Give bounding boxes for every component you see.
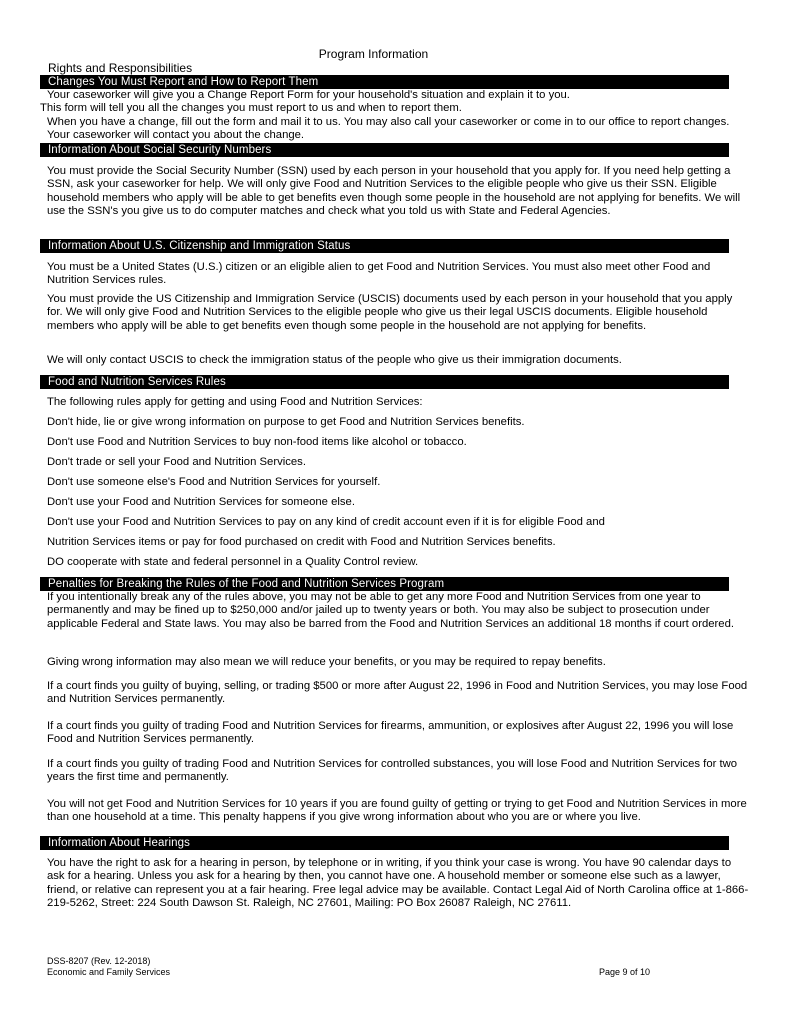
rules-item: Don't use someone else's Food and Nutrition Services for yourself. xyxy=(47,476,381,488)
changes-line-1: Your caseworker will give you a Change Report Form for your household's situation and explain it to you. xyxy=(47,89,570,101)
citizenship-paragraph-2: You must provide the US Citizenship and Immigration Service (USCIS) documents used by each person in your household that you apply for. We will only give Food and Nutrition Services to the eligible people who give us their legal USCIS documents. Eligible household members who apply will be able to get benefits even though some people in the household are not applying for benefits. xyxy=(47,293,733,332)
changes-line-2: This form will tell you all the changes you must report to us and when to report them. xyxy=(40,102,462,114)
rules-item: Don't hide, lie or give wrong information on purpose to get Food and Nutrition Services benefits. xyxy=(47,416,525,428)
section-header-changes: Changes You Must Report and How to Report Them xyxy=(40,75,729,89)
penalties-paragraph: If a court finds you guilty of buying, selling, or trading $500 or more after August 22, 1996 in Food and Nutrition Services, you may lose Food and Nutrition Services permanently. xyxy=(47,680,748,706)
footer-form-number: DSS-8207 (Rev. 12-2018) xyxy=(47,956,151,966)
footer-department: Economic and Family Services xyxy=(47,967,171,977)
rules-item: Don't use Food and Nutrition Services to buy non-food items like alcohol or tobacco. xyxy=(47,436,467,448)
citizenship-paragraph-3: We will only contact USCIS to check the immigration status of the people who give us their immigration documents. xyxy=(47,354,622,366)
citizenship-paragraph-1: You must be a United States (U.S.) citizen or an eligible alien to get Food and Nutrition Services. You must also meet other Food and Nutrition Services rules. xyxy=(47,261,711,287)
penalties-paragraph: Giving wrong information may also mean we will reduce your benefits, or you may be required to repay benefits. xyxy=(47,656,606,668)
section-header-penalties: Penalties for Breaking the Rules of the Food and Nutrition Services Program xyxy=(40,577,729,591)
rules-item: Don't use your Food and Nutrition Services for someone else. xyxy=(47,496,355,508)
penalties-paragraph: If you intentionally break any of the rules above, you may not be able to get any more Food and Nutrition Services from one year to permanently and may be fined up to $250,000 and/or jailed up to twenty years or both. You may also be subject to prosecution under applicable Federal and State laws. You may also be barred from the Food and Nutrition Services an additional 18 months if court ordered. xyxy=(47,591,734,630)
page-title: Program Information xyxy=(318,47,429,61)
hearings-paragraph: You have the right to ask for a hearing in person, by telephone or in writing, if you think your case is wrong. You have 90 calendar days to ask for a hearing. Unless you ask for a hearing by then, you cannot have one. A household member or someone else such as a lawyer, friend, or relative can represent you at a fair hearing. Free legal advice may be available. Contact Legal Aid of North Carolina office at 1-866-219-5262, Street: 224 South Dawson St. Raleigh, NC 27601, Mailing: PO Box 26087 Raleigh, NC 27611. xyxy=(47,857,749,909)
penalties-paragraph: You will not get Food and Nutrition Services for 10 years if you are found guilty of getting or trying to get Food and Nutrition Services in more than one household at a time. This penalty happens if you give wrong information about who you are or where you live. xyxy=(47,798,747,824)
page-subtitle: Rights and Responsibilities xyxy=(48,61,193,75)
penalties-paragraph: If a court finds you guilty of trading Food and Nutrition Services for controlled substances, you will lose Food and Nutrition Services for two years the first time and permanently. xyxy=(47,758,738,784)
section-header-ssn: Information About Social Security Numbers xyxy=(40,143,729,157)
footer-page-number: Page 9 of 10 xyxy=(599,967,651,977)
changes-line-3: When you have a change, fill out the form and mail it to us. You may also call your caseworker or come in to our office to report changes. Your caseworker will contact you about the change. xyxy=(47,116,730,142)
rules-item: Nutrition Services items or pay for food purchased on credit with Food and Nutrition Services benefits. xyxy=(47,536,556,548)
rules-item: Don't trade or sell your Food and Nutrition Services. xyxy=(47,456,306,468)
ssn-paragraph: You must provide the Social Security Number (SSN) used by each person in your household that you apply for. If you need help getting a SSN, ask your caseworker for help. We will only give Food and Nutrition Services to the eligible people who give us their SSN. Eligible household members who apply will be able to get benefits even though some people in the household are not applying for benefits. We will use the SSN's you give us to do computer matches and check what you told us with State and Federal Agencies. xyxy=(47,165,741,217)
rules-item: The following rules apply for getting and using Food and Nutrition Services: xyxy=(47,396,423,408)
section-header-hearings: Information About Hearings xyxy=(40,836,729,850)
rules-item: Don't use your Food and Nutrition Services to pay on any kind of credit account even if it is for eligible Food and xyxy=(47,516,605,528)
rules-item: DO cooperate with state and federal personnel in a Quality Control review. xyxy=(47,556,419,568)
section-header-rules: Food and Nutrition Services Rules xyxy=(40,375,729,389)
section-header-citizenship: Information About U.S. Citizenship and Immigration Status xyxy=(40,239,729,253)
penalties-paragraph: If a court finds you guilty of trading Food and Nutrition Services for firearms, ammunition, or explosives after August 22, 1996 you will lose Food and Nutrition Services permanently. xyxy=(47,720,734,746)
